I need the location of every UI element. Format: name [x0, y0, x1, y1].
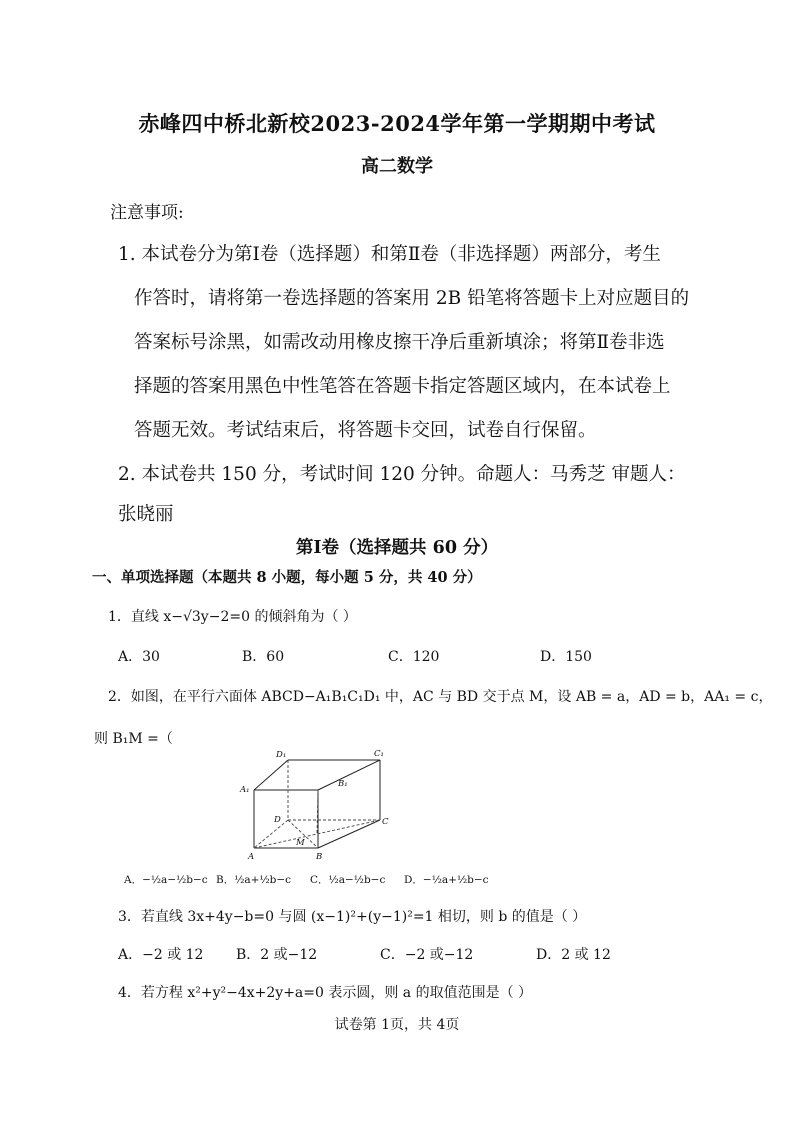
- question-2-stem-2: 则 B₁M =（: [94, 731, 173, 747]
- question-2-option-a: A．−½a−½b−c: [124, 874, 208, 886]
- exam-title: 赤峰四中桥北新校2023-2024学年第一学期期中考试: [138, 111, 656, 136]
- label-a1: A₁: [240, 785, 250, 795]
- section-title: 第Ⅰ卷（选择题共 60 分）: [295, 538, 499, 558]
- notes-heading: 注意事项:: [110, 203, 184, 223]
- label-d: D: [274, 815, 281, 825]
- question-2-option-b: B．½a+½b−c: [216, 874, 292, 886]
- question-1-option-c: C．120: [388, 649, 440, 665]
- question-1-option-d: D．150: [540, 649, 592, 665]
- part-heading: 一、单项选择题（本题共 8 小题，每小题 5 分，共 40 分）: [92, 569, 482, 586]
- note-1-line-1: 1. 本试卷分为第Ⅰ卷（选择题）和第Ⅱ卷（非选择题）两部分，考生: [118, 244, 661, 265]
- question-2-option-c: C．½a−½b−c: [310, 874, 386, 886]
- note-1-line-5: 答题无效。考试结束后，将答题卡交回，试卷自行保留。: [134, 420, 597, 441]
- label-b: B: [316, 852, 323, 862]
- question-3-stem: 3．若直线 3x+4y−b=0 与圆 (x−1)²+(y−1)²=1 相切，则 b 的值是（ ）: [118, 909, 587, 925]
- parallelepiped-figure: [234, 746, 389, 862]
- question-3-option-d: D．2 或 12: [536, 947, 611, 963]
- exam-subject: 高二数学: [361, 156, 433, 177]
- question-3-option-b: B．2 或−12: [236, 947, 318, 963]
- note-2-line-1: 2. 本试卷共 150 分，考试时间 120 分钟。命题人：马秀芝 审题人：: [118, 464, 686, 485]
- question-2-option-d: D．−½a+½b−c: [404, 874, 489, 886]
- question-2-stem: 2．如图，在平行六面体 ABCD−A₁B₁C₁D₁ 中，AC 与 BD 交于点 M，设 AB = a，AD = b，AA₁ = c，: [108, 689, 773, 705]
- label-b1: B₁: [338, 779, 348, 789]
- question-1-stem: 1．直线 x−√3y−2=0 的倾斜角为（ ）: [108, 609, 357, 625]
- label-c1: C₁: [374, 749, 384, 759]
- question-3-option-c: C．−2 或−12: [380, 947, 474, 963]
- question-1-option-a: A．30: [118, 649, 160, 665]
- question-1-option-b: B．60: [242, 649, 285, 665]
- label-d1: D₁: [276, 750, 287, 760]
- label-c: C: [382, 817, 389, 827]
- question-3-option-a: A．−2 或 12: [118, 947, 204, 963]
- label-a: A: [248, 852, 255, 862]
- note-1-line-2: 作答时，请将第一卷选择题的答案用 2B 铅笔将答题卡上对应题目的: [134, 288, 690, 309]
- question-4-stem: 4．若方程 x²+y²−4x+2y+a=0 表示圆，则 a 的取值范围是（ ）: [118, 985, 533, 1001]
- note-1-line-4: 择题的答案用黑色中性笔答在答题卡指定答题区域内，在本试卷上: [134, 376, 671, 397]
- note-2-line-2: 张晓丽: [118, 504, 174, 525]
- note-1-line-3: 答案标号涂黑，如需改动用橡皮擦干净后重新填涂；将第Ⅱ卷非选: [134, 332, 665, 353]
- label-m: M: [296, 838, 305, 848]
- page-footer: 试卷第 1页，共 4页: [334, 1017, 460, 1033]
